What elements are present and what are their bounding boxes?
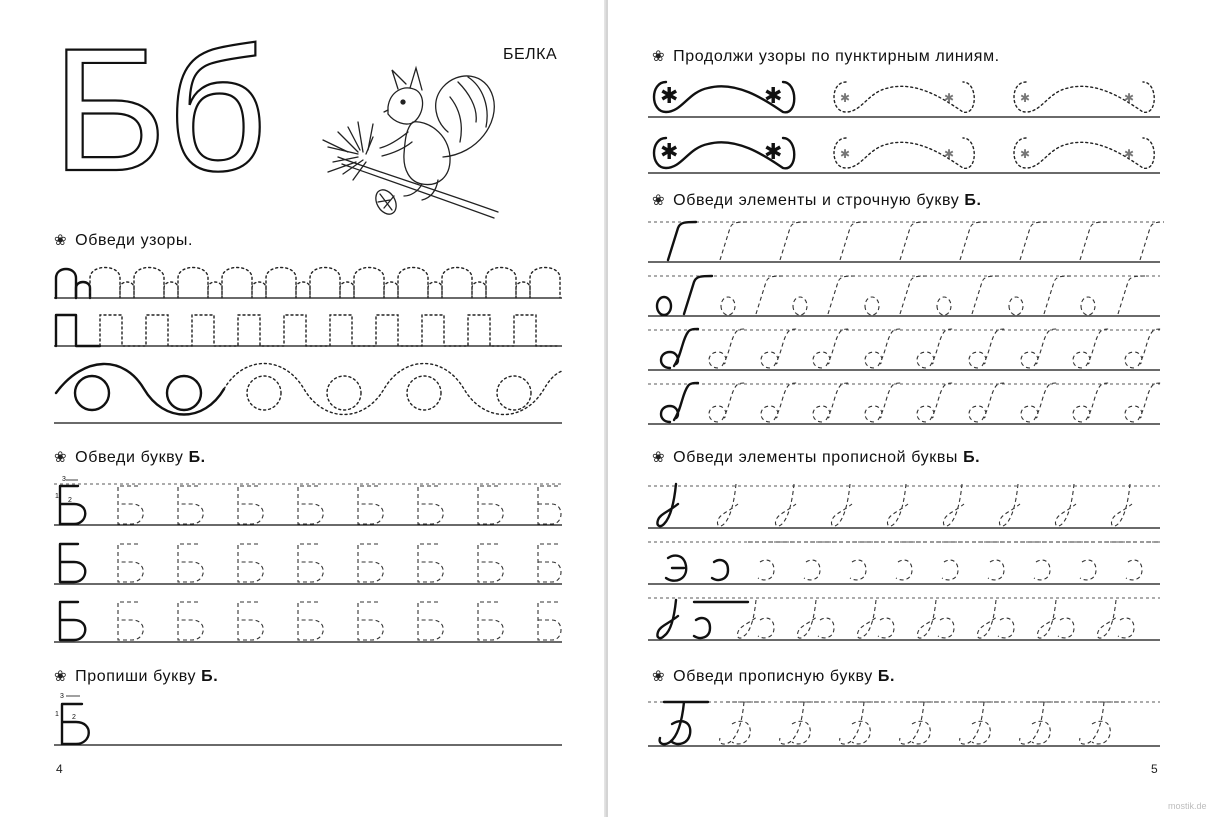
capital-element-rows xyxy=(648,474,1168,649)
stroke-number: 3 xyxy=(60,693,64,700)
task-trace-capital xyxy=(652,667,895,686)
stroke-number: 1 xyxy=(55,711,59,718)
star-icon: ✱ xyxy=(764,83,783,108)
right-page xyxy=(608,0,1214,817)
flower-icon: ❀ xyxy=(54,668,68,685)
print-letter-rows xyxy=(54,472,564,647)
star-icon: ✱ xyxy=(764,139,783,164)
pattern-star-waves xyxy=(648,72,1168,182)
star-icon: ✱ xyxy=(1124,147,1135,161)
task-text: Обведи узоры. xyxy=(75,232,194,249)
star-icon: ✱ xyxy=(1020,147,1031,161)
task-text: Продолжи узоры по пунктирным линиям. xyxy=(673,48,1000,65)
star-icon: ✱ xyxy=(840,91,851,105)
task-text: Пропиши букву xyxy=(75,668,197,685)
star-icon: ✱ xyxy=(660,139,679,164)
task-letter: Б. xyxy=(188,449,206,466)
watermark: mostik.de xyxy=(1168,801,1207,811)
pattern-waves xyxy=(54,355,564,427)
pattern-arches xyxy=(54,258,564,303)
flower-icon: ❀ xyxy=(652,668,666,685)
flower-icon: ❀ xyxy=(54,449,68,466)
star-icon: ✱ xyxy=(1020,91,1031,105)
page-number: 4 xyxy=(56,762,63,776)
star-icon: ✱ xyxy=(840,147,851,161)
star-icon: ✱ xyxy=(944,147,955,161)
page-number: 5 xyxy=(1151,762,1158,776)
star-icon: ✱ xyxy=(660,83,679,108)
big-letter-text: Бб xyxy=(52,13,268,208)
pattern-squares xyxy=(54,311,564,351)
task-trace-lowercase xyxy=(652,191,982,210)
left-page xyxy=(0,0,604,817)
task-letter: Б. xyxy=(964,192,982,209)
task-letter: Б. xyxy=(877,668,896,685)
dashed-letters xyxy=(118,486,561,640)
star-icon: ✱ xyxy=(944,91,955,105)
flower-icon: ❀ xyxy=(54,232,68,249)
task-trace-patterns xyxy=(54,231,193,250)
stroke-number: 2 xyxy=(68,497,72,504)
task-trace-letter xyxy=(54,448,206,467)
flower-icon: ❀ xyxy=(652,449,666,466)
task-text: Обведи элементы прописной буквы xyxy=(673,449,959,466)
write-letter-row xyxy=(54,690,564,750)
stroke-number: 2 xyxy=(72,714,76,721)
picture-word: БЕЛКА xyxy=(503,46,558,63)
task-trace-capital-elements xyxy=(652,448,980,467)
capital-letter-row xyxy=(648,694,1168,754)
task-letter: Б. xyxy=(963,449,981,466)
stroke-number: 1 xyxy=(55,493,59,500)
flower-icon: ❀ xyxy=(652,192,666,209)
stroke-number: 3 xyxy=(62,476,66,483)
lowercase-element-rows xyxy=(648,214,1168,429)
squirrel-illustration xyxy=(318,62,508,232)
task-text: Обведи букву xyxy=(75,449,184,466)
task-write-letter xyxy=(54,667,218,686)
task-continue-patterns xyxy=(652,47,1000,66)
star-icon: ✱ xyxy=(1124,91,1135,105)
task-letter: Б. xyxy=(201,668,219,685)
task-text: Обведи элементы и строчную букву xyxy=(673,192,960,209)
task-text: Обведи прописную букву xyxy=(673,668,873,685)
flower-icon: ❀ xyxy=(652,48,666,65)
big-letter-outline xyxy=(50,13,280,208)
